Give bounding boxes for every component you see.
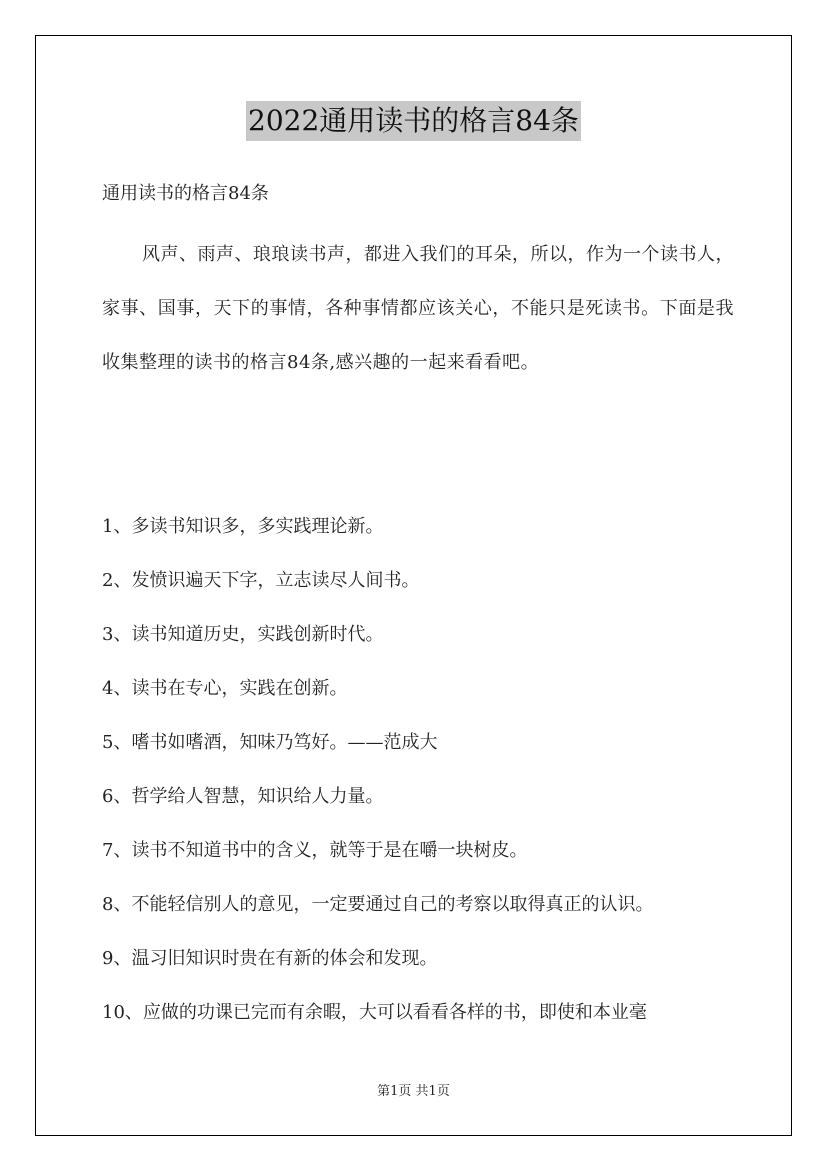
title-container	[0, 101, 827, 141]
document-title: 2022通用读书的格言84条	[246, 101, 581, 141]
list-item: 9、温习旧知识时贵在有新的体会和发现。	[102, 948, 438, 969]
quote-list	[102, 500, 752, 1040]
page-footer: 第1页 共1页	[377, 1084, 450, 1099]
list-item: 7、读书不知道书中的含义，就等于是在嚼一块树皮。	[102, 840, 528, 861]
list-item: 10、应做的功课已完而有余暇，大可以看看各样的书，即使和本业毫	[102, 1002, 647, 1023]
list-item: 6、哲学给人智慧，知识给人力量。	[102, 786, 384, 807]
list-item: 2、发愤识遍天下字，立志读尽人间书。	[102, 570, 420, 591]
list-item: 3、读书知道历史，实践创新时代。	[102, 624, 384, 645]
list-item: 5、嗜书如嗜酒，知味乃笃好。——范成大	[102, 732, 438, 753]
list-item: 4、读书在专心，实践在创新。	[102, 678, 348, 699]
intro-paragraph: 风声、雨声、琅琅读书声，都进入我们的耳朵，所以，作为一个读书人，家事、国事，天下的事情，各种事情都应该关心，不能只是死读书。下面是我收集整理的读书的格言84条,感兴趣的一起来看看吧。	[102, 244, 734, 373]
list-item: 8、不能轻信别人的意见，一定要通过自己的考察以取得真正的认识。	[102, 894, 654, 915]
list-item: 1、多读书知识多，多实践理论新。	[102, 516, 384, 537]
document-subtitle: 通用读书的格言84条	[102, 183, 269, 204]
